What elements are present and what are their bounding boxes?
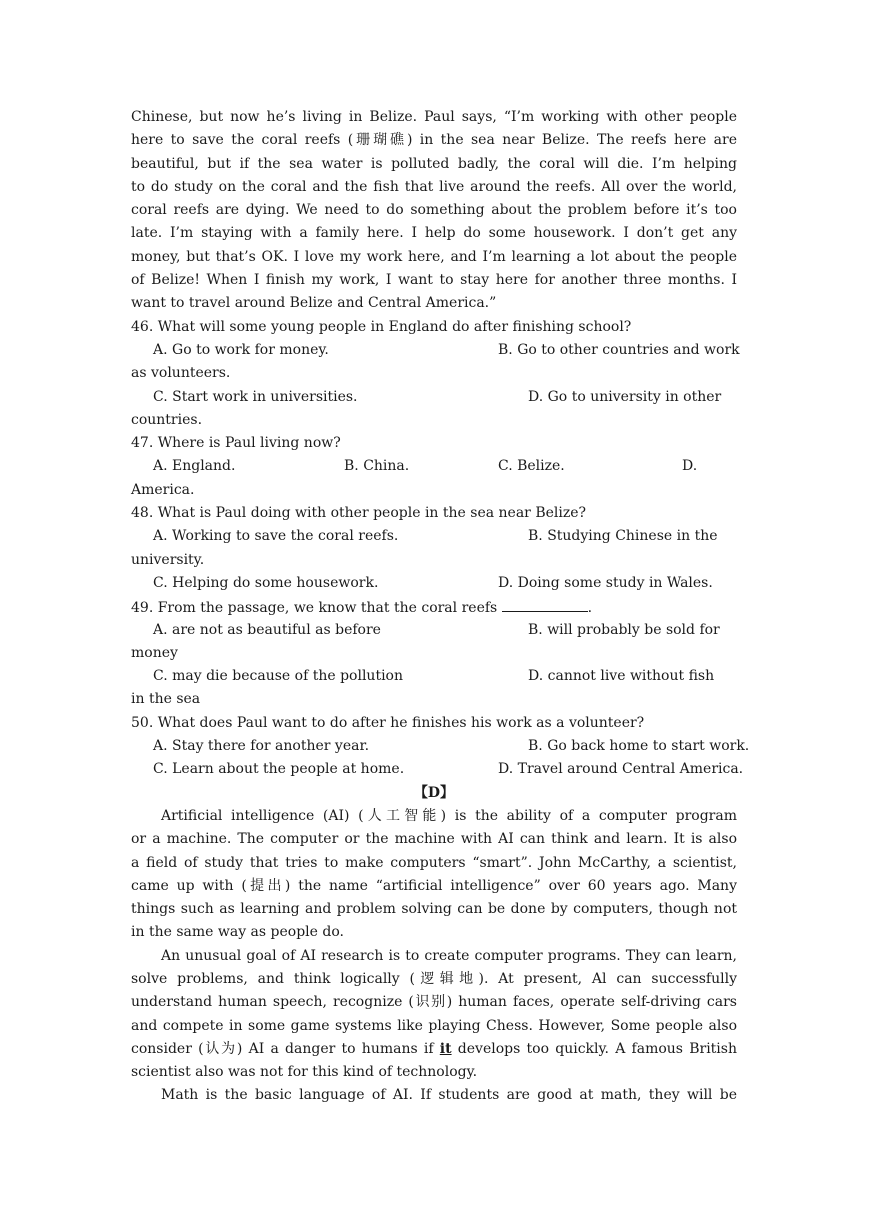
passage-line: in the same way as people do. (131, 924, 344, 941)
question-48-options-row-1 (131, 525, 737, 548)
option-b-wrap: as volunteers. (131, 365, 231, 382)
question-49-options-row-1 (131, 619, 737, 642)
question-50-options-row-2 (131, 758, 744, 781)
passage-line: things such as learning and problem solving can be done by computers, though not (131, 901, 737, 918)
option-b: B. Go to other countries and work (498, 341, 740, 358)
question-50-options-row-1 (131, 735, 750, 758)
underlined-word: it (439, 1040, 452, 1057)
question-49-stem-text: 49. From the passage, we know that the coral reefs (131, 600, 498, 617)
passage-line (131, 1038, 737, 1061)
option-d: D. Go to university in other (528, 388, 722, 405)
option-c: C. Helping do some housework. (153, 574, 379, 591)
option-a: A. Working to save the coral reefs. (153, 528, 399, 545)
line-text: develops too quickly. A famous British (451, 1040, 737, 1057)
option-c: C. Start work in universities. (153, 388, 358, 405)
passage-line: late. I’m staying with a family here. I help do some housework. I don’t get any (131, 225, 737, 242)
document-content (131, 106, 750, 1108)
option-b-wrap: university. (131, 551, 205, 568)
question-46-stem: 46. What will some young people in England do after finishing school? (131, 318, 632, 335)
question-48-stem: 48. What is Paul doing with other people in the sea near Belize? (131, 505, 587, 522)
option-d-wrap: in the sea (131, 691, 201, 708)
option-a: A. Stay there for another year. (153, 738, 370, 755)
option-b: B. Go back home to start work. (528, 738, 750, 755)
passage-line: beautiful, but if the sea water is polluted badly, the coral will die. I’m helping (131, 155, 737, 172)
passage-line: coral reefs are dying. We need to do something about the problem before it’s too (131, 202, 737, 219)
passage-line: An unusual goal of AI research is to create computer programs. They can learn, (161, 947, 737, 964)
question-46-options-row-1 (131, 339, 740, 362)
passage-line: solve problems, and think logically (逻辑地). At present, Al can successfully (131, 970, 737, 987)
question-46-options-row-2 (131, 386, 737, 409)
option-a: A. Go to work for money. (153, 341, 329, 358)
option-d: D. cannot live without fish (528, 668, 715, 685)
option-c: C. Learn about the people at home. (153, 761, 405, 778)
option-a: A. England. (153, 458, 236, 475)
passage-line: a field of study that tries to make computers “smart”. John McCarthy, a scientist, (131, 854, 737, 871)
line-text: consider (认为) AI a danger to humans if (131, 1040, 440, 1057)
passage-line: Math is the basic language of AI. If students are good at math, they will be (161, 1087, 737, 1104)
passage-line: to do study on the coral and the fish that live around the reefs. All over the world, (131, 178, 737, 195)
option-b: B. Studying Chinese in the (528, 528, 718, 545)
option-d: D. Travel around Central America. (498, 761, 744, 778)
option-d-wrap: countries. (131, 411, 203, 428)
passage-line: Chinese, but now he’s living in Belize. Paul says, “I’m working with other people (131, 109, 737, 125)
option-c: C. Belize. (498, 458, 565, 475)
option-b: B. will probably be sold for (528, 621, 720, 638)
option-d: D. Doing some study in Wales. (498, 574, 713, 591)
question-47-stem: 47. Where is Paul living now? (131, 435, 341, 452)
passage-line: scientist also was not for this kind of technology. (131, 1064, 478, 1081)
question-49-stem-end: . (587, 600, 593, 617)
question-50-stem: 50. What does Paul want to do after he finishes his work as a volunteer? (131, 714, 645, 731)
passage-line: and compete in some game systems like playing Chess. However, Some people also (131, 1017, 737, 1034)
section-heading: 【D】 (413, 784, 455, 801)
question-47-options-row (131, 455, 737, 478)
option-b-wrap: money (131, 644, 178, 661)
question-48-options-row-2 (131, 572, 737, 595)
option-d-wrap: America. (131, 481, 195, 498)
passage-line: came up with (提出) the name “artificial intelligence” over 60 years ago. Many (131, 877, 737, 894)
passage-line: Artificial intelligence (AI) (人工智能) is the ability of a computer program (161, 807, 737, 824)
passage-line: here to save the coral reefs (珊瑚礁) in the sea near Belize. The reefs here are (131, 132, 737, 149)
question-49-options-row-2 (131, 665, 737, 688)
question-49-stem (131, 595, 737, 618)
passage-line: want to travel around Belize and Central America.” (131, 295, 497, 312)
passage-line: understand human speech, recognize (识别) human faces, operate self-driving cars (131, 994, 737, 1011)
option-a: A. are not as beautiful as before (153, 621, 381, 638)
passage-line: or a machine. The computer or the machine with AI can think and learn. It is also (131, 831, 737, 848)
option-b: B. China. (344, 458, 410, 475)
option-d: D. (682, 458, 698, 475)
passage-line: money, but that’s OK. I love my work here, and I’m learning a lot about the people (131, 248, 737, 265)
passage-line: of Belize! When I finish my work, I want to stay here for another three months. I (131, 272, 737, 289)
answer-blank (502, 595, 588, 612)
option-c: C. may die because of the pollution (153, 668, 403, 685)
